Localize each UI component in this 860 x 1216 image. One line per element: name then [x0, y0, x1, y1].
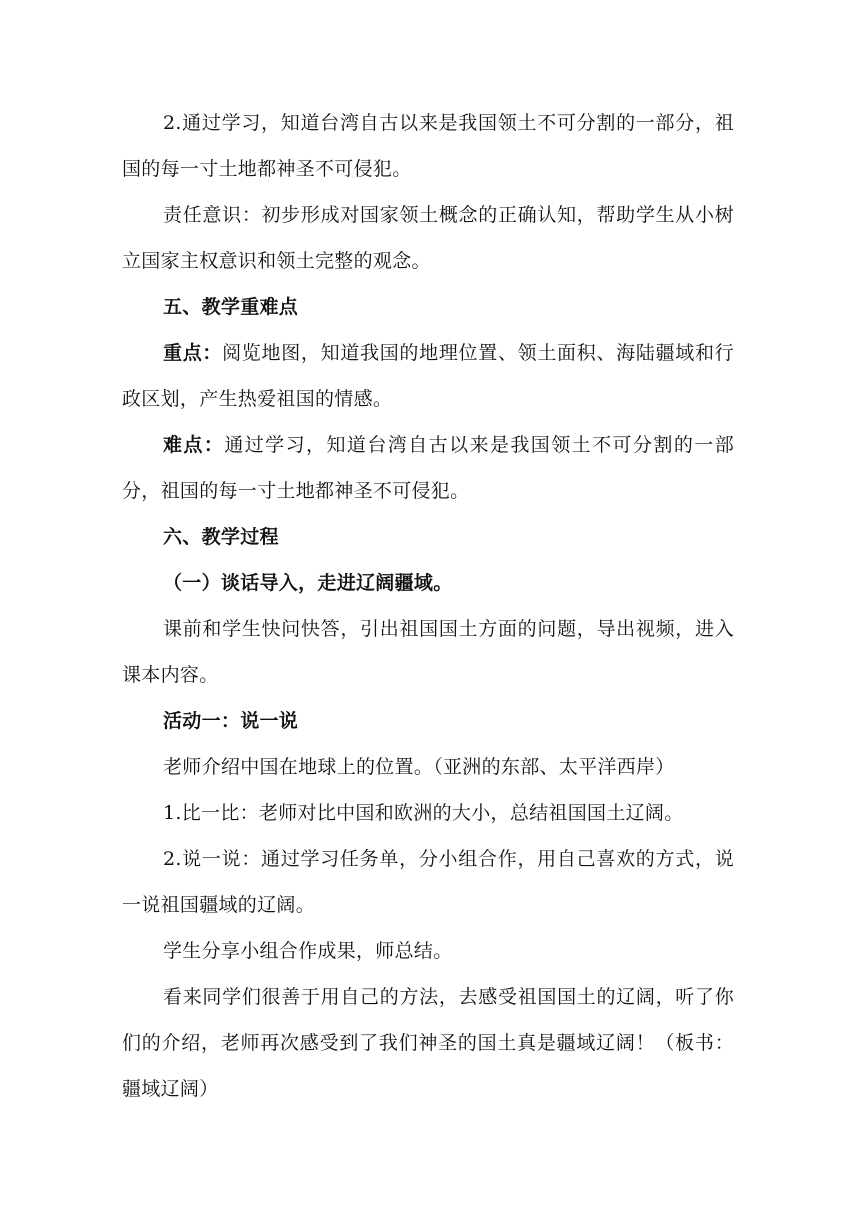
paragraph-intro: 课前和学生快问快答，引出祖国国土方面的问题，导出视频，进入课本内容。 — [122, 618, 734, 686]
paragraph-difficulty — [122, 422, 734, 514]
paragraph-discuss: 2.说一说：通过学习任务单，分小组合作，用自己喜欢的方式，说一说祖国疆域的辽阔。 — [122, 848, 734, 916]
paragraph-compare: 1.比一比：老师对比中国和欧洲的大小，总结祖国国土辽阔。 — [163, 802, 684, 824]
section-heading-key-points: 五、教学重难点 — [163, 296, 299, 318]
key-point-text: 阅览地图，知道我国的地理位置、领土面积、海陆疆域和行政区划，产生热爱祖国的情感。 — [122, 342, 734, 410]
paragraph-summary: 看来同学们很善于用自己的方法，去感受祖国国土的辽阔，听了你们的介绍，老师再次感受到了我们神圣的国土真是疆域辽阔！（板书：疆域辽阔） — [122, 986, 734, 1100]
section-heading-process: 六、教学过程 — [163, 526, 279, 548]
paragraph-share: 学生分享小组合作成果，师总结。 — [163, 940, 453, 962]
key-point-label: 重点： — [163, 342, 223, 364]
paragraph-key-point — [122, 330, 734, 422]
paragraph-location: 老师介绍中国在地球上的位置。（亚洲的东部、太平洋西岸） — [163, 756, 675, 778]
paragraph-objective-2: 2.通过学习，知道台湾自古以来是我国领土不可分割的一部分，祖国的每一寸土地都神圣不可侵犯。 — [122, 112, 734, 180]
paragraph-responsibility: 责任意识：初步形成对国家领土概念的正确认知，帮助学生从小树立国家主权意识和领土完整的观念。 — [122, 204, 734, 272]
document-body — [122, 100, 734, 1112]
difficulty-label: 难点： — [163, 434, 225, 456]
subsection-heading-intro: （一）谈话导入，走进辽阔疆域。 — [163, 572, 453, 594]
activity-heading: 活动一：说一说 — [163, 710, 299, 732]
difficulty-text: 通过学习，知道台湾自古以来是我国领土不可分割的一部分，祖国的每一寸土地都神圣不可侵犯。 — [122, 434, 734, 502]
